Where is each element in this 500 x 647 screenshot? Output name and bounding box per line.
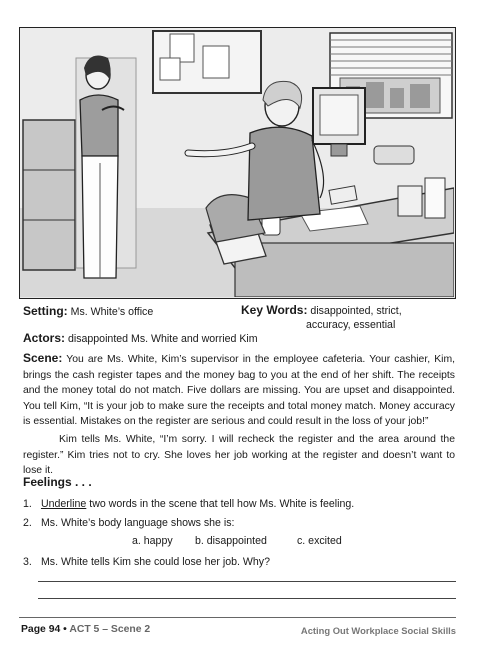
scene-block xyxy=(23,351,455,479)
question-1-underlined: Underline xyxy=(40,498,87,510)
answer-line-2[interactable] xyxy=(38,598,456,599)
scene-illustration xyxy=(19,27,456,299)
page-number: Page 94 xyxy=(21,624,61,635)
act-scene: ACT 5 – Scene 2 xyxy=(69,624,151,635)
question-1 xyxy=(23,498,453,510)
file-cabinet xyxy=(23,120,75,270)
question-3-text: Ms. White tells Kim she could lose her job. Why? xyxy=(40,556,270,568)
actors-value: disappointed Ms. White and worried Kim xyxy=(67,333,258,345)
office-scene-drawing xyxy=(20,28,454,297)
question-3-number: 3. xyxy=(23,556,32,568)
scene-paragraph-1: You are Ms. White, Kim’s supervisor in the employee cafeteria. Your cashier, Kim, brings the cash register tapes and the money bag to you at the end of her shift. The receipts and the money total do not match. Five dollars are missing. You are upset and disappointed. You tell Kim, “It is your job to make sure the receipts and total money match. Money accuracy is essential. Mistakes on the register are serious and could result in the loss of your job!” xyxy=(23,354,455,428)
scene-paragraph-2: Kim tells Ms. White, “I’m sorry. I will recheck the register and the area around the register.” Kim tries not to cry. She loves her job working at the register and doesn’t want to lose it. xyxy=(23,433,455,477)
question-3 xyxy=(23,556,453,568)
question-2-text: Ms. White’s body language shows she is: xyxy=(40,517,235,529)
setting-value: Ms. White’s office xyxy=(70,306,154,318)
footer-rule xyxy=(19,617,456,618)
option-a[interactable]: a. happy xyxy=(132,535,173,547)
key-words-label: Key Words: xyxy=(241,303,308,317)
actors-label: Actors: xyxy=(23,331,66,345)
actors-line xyxy=(23,331,258,347)
key-words-line2: accuracy, essential xyxy=(306,318,396,331)
question-2-number: 2. xyxy=(23,517,32,529)
option-b[interactable]: b. disappointed xyxy=(195,535,267,547)
feelings-label: Feelings . . . xyxy=(23,475,92,489)
phone xyxy=(374,146,414,164)
question-2 xyxy=(23,517,453,529)
key-words-line1: disappointed, strict, xyxy=(310,305,402,317)
scene-label: Scene: xyxy=(23,351,63,365)
footer-page-info xyxy=(21,624,150,635)
feelings-heading xyxy=(23,475,92,491)
answer-line-1[interactable] xyxy=(38,581,456,582)
footer-separator: • xyxy=(60,624,70,635)
option-c[interactable]: c. excited xyxy=(297,535,342,547)
setting-label: Setting: xyxy=(23,304,68,318)
question-1-text: two words in the scene that tell how Ms. White is feeling. xyxy=(86,498,355,510)
book-title: Acting Out Workplace Social Skills xyxy=(300,625,456,636)
key-words-block xyxy=(241,303,471,333)
question-1-number: 1. xyxy=(23,498,32,510)
setting-line xyxy=(23,304,153,320)
